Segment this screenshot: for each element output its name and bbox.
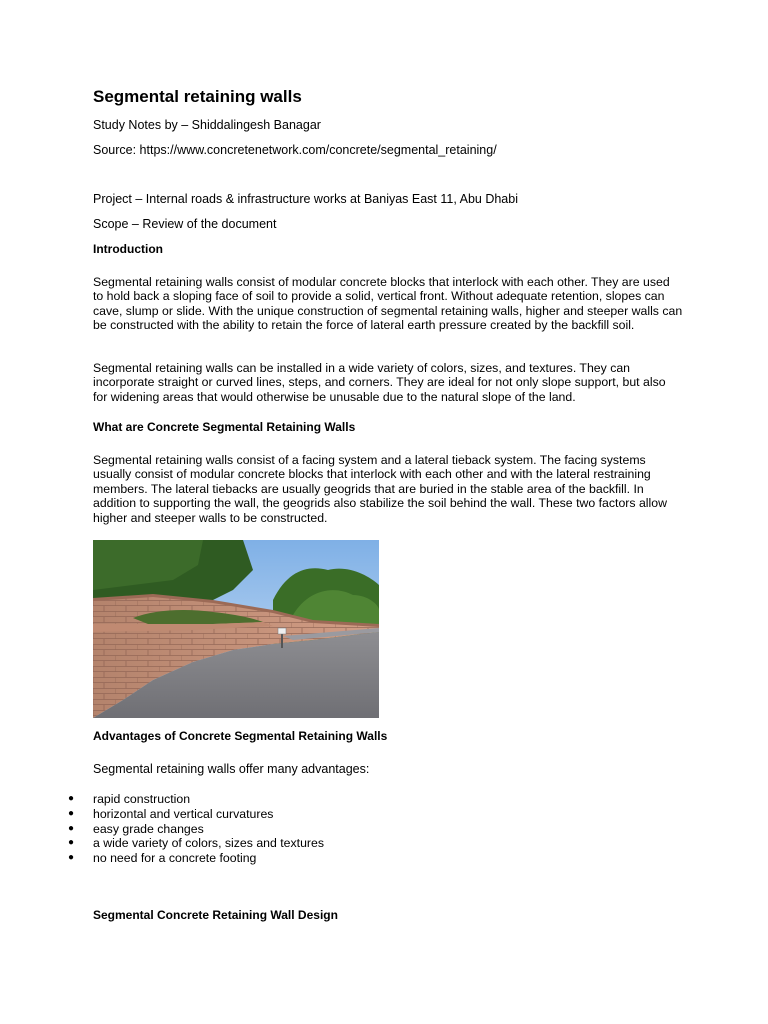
advantages-heading: Advantages of Concrete Segmental Retaining Walls — [93, 729, 388, 743]
list-item: ● rapid construction — [68, 792, 191, 806]
list-item: ● no need for a concrete footing — [68, 851, 257, 866]
author-line: Study Notes by – Shiddalingesh Banagar — [93, 118, 321, 132]
source-line: Source: https://www.concretenetwork.com/concrete/segmental_retaining/ — [93, 143, 497, 157]
advantages-intro: Segmental retaining walls offer many advantages: — [93, 762, 370, 776]
list-item: ● horizontal and vertical curvatures — [68, 806, 274, 821]
bullet-icon: ● — [68, 822, 75, 834]
introduction-heading: Introduction — [93, 242, 163, 256]
what-are-heading: What are Concrete Segmental Retaining Walls — [93, 420, 356, 434]
introduction-paragraph-1: Segmental retaining walls consist of modular concrete blocks that interlock with each other. They are used to hold back a sloping face of soil to provide a solid, vertical front. Without adequate retention, slopes can cave, slump or slide. With the unique construction of segmental retaining walls, higher and steeper walls can be constructed with the ability to retain the force of lateral earth pressure created by the backfill soil. — [93, 275, 683, 333]
advantages-list — [68, 792, 324, 866]
bullet-icon: ● — [68, 793, 75, 804]
what-are-paragraph: Segmental retaining walls consist of a facing system and a lateral tieback system. The facing systems usually consist of modular concrete blocks that interlock with each other and with the lateral restraining members. The lateral tiebacks are usually geogrids that are buried in the stable area of the backfill. In addition to supporting the wall, the geogrids also stabilize the soil behind the wall. These two factors allow higher and steeper walls to be constructed. — [93, 453, 667, 525]
scope-line: Scope – Review of the document — [93, 217, 277, 231]
page-title: Segmental retaining walls — [93, 87, 302, 106]
bullet-icon: ● — [68, 852, 75, 864]
retaining-wall-photo — [93, 540, 379, 718]
design-heading: Segmental Concrete Retaining Wall Design — [93, 908, 338, 922]
introduction-paragraph-2: Segmental retaining walls can be installed in a wide variety of colors, sizes, and textures. They can incorporate straight or curved lines, steps, and corners. They are ideal for not only slope support, but also for widening areas that would otherwise be unusable due to the natural slope of the land. — [93, 361, 666, 404]
list-item: ● easy grade changes — [68, 821, 204, 836]
bullet-icon: ● — [68, 837, 75, 849]
bullet-icon: ● — [68, 807, 75, 819]
project-line: Project – Internal roads & infrastructure works at Baniyas East 11, Abu Dhabi — [93, 192, 518, 206]
list-item: ● a wide variety of colors, sizes and textures — [68, 836, 325, 851]
